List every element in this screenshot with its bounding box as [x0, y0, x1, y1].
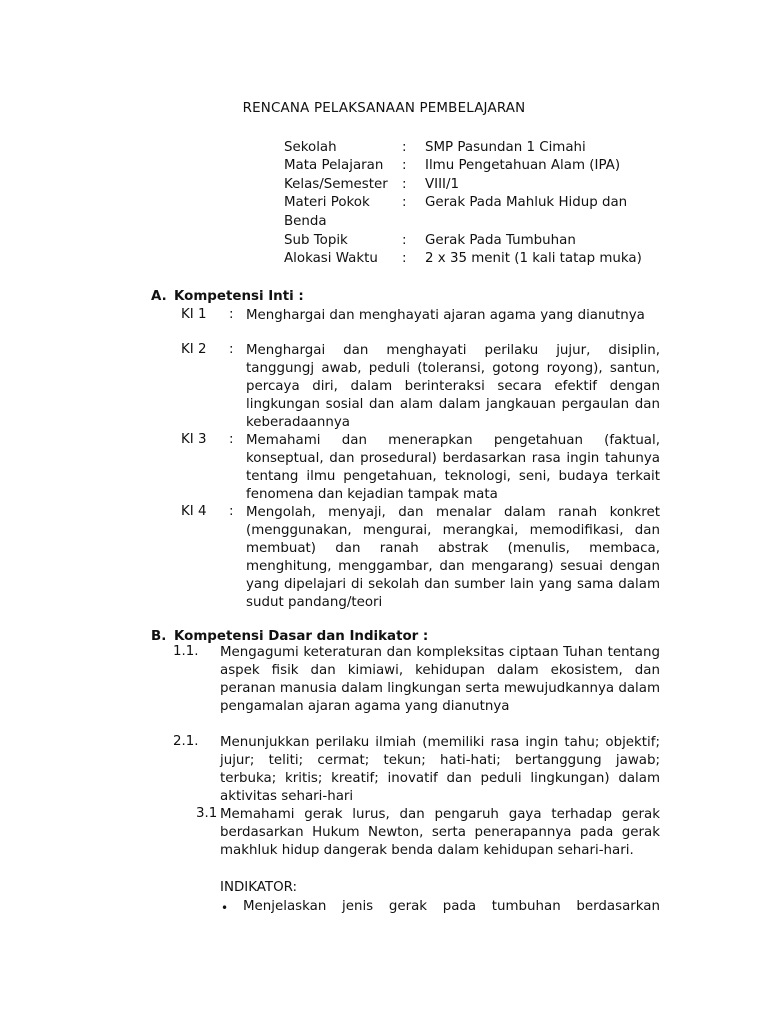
- identity-colon: :: [402, 177, 407, 192]
- kd-text: Mengagumi keteraturan dan kompleksitas ciptaan Tuhan tentang aspek fisik dan kimiawi, kehidupan dalam ekosistem, dan peranan manusia dalam lingkungan serta mewujudkannya dalam pengamalan ajaran agama yang dianutnya: [220, 645, 661, 714]
- identity-label-kelas-semester: Kelas/Semester: [284, 177, 388, 192]
- bullet-icon: •: [221, 901, 229, 915]
- ki-text: Menghargai dan menghayati perilaku jujur, disiplin, tanggungj awab, peduli (toleransi, gotong royong), santun, percaya diri, dalam berinteraksi secara efektif dengan lingkungan sosial dan alam dalam jangkauan pergaulan dan keberadaannya: [246, 343, 660, 430]
- ki-colon: :: [229, 342, 234, 357]
- identity-label-alokasi-waktu: Alokasi Waktu: [284, 251, 378, 266]
- ki-text: Menghargai dan menghayati ajaran agama yang dianutnya: [246, 308, 645, 323]
- identity-value-materi-pokok: Gerak Pada Mahluk Hidup dan: [425, 195, 628, 210]
- section-a-heading: [151, 289, 304, 304]
- ki-colon: :: [229, 432, 234, 447]
- kd-number: 2.1.: [173, 734, 199, 749]
- kd-text: Memahami gerak lurus, dan pengaruh gaya terhadap gerak berdasarkan Hukum Newton, serta penerapannya pada gerak makhluk hidup dangerak benda dalam kehidupan sehari-hari.: [220, 807, 660, 858]
- section-letter: B.: [151, 629, 167, 644]
- identity-value-sekolah: SMP Pasundan 1 Cimahi: [425, 140, 586, 155]
- identity-label-materi-pokok: Materi Pokok: [284, 195, 370, 210]
- identity-colon: :: [402, 158, 407, 173]
- section-title: Kompetensi Inti :: [174, 289, 304, 304]
- ki-text: Mengolah, menyaji, dan menalar dalam ranah konkret (menggunakan, mengurai, merangkai, memodifikasi, dan membuat) dan ranah abstrak (menulis, membaca, menghitung, menggambar, dan mengarang) sesuai dengan yang dipelajari di sekolah dan sumber lain yang sama dalam sudut pandang/teori: [246, 505, 660, 610]
- identity-value-mata-pelajaran: Ilmu Pengetahuan Alam (IPA): [425, 158, 621, 173]
- identity-label-materi-pokok-cont: Benda: [284, 214, 327, 229]
- kd-number: 3.1: [196, 806, 218, 821]
- ki-colon: :: [229, 307, 234, 322]
- identity-label-sub-topik: Sub Topik: [284, 233, 348, 248]
- section-letter: A.: [151, 289, 167, 304]
- identity-value-kelas-semester: VIII/1: [425, 177, 460, 192]
- identity-label-mata-pelajaran: Mata Pelajaran: [284, 158, 384, 173]
- indikator-label: INDIKATOR:: [220, 880, 298, 895]
- section-title: Kompetensi Dasar dan Indikator :: [174, 629, 429, 644]
- ki-code: KI 2: [181, 342, 207, 357]
- ki-code: KI 4: [181, 504, 207, 519]
- identity-colon: :: [402, 233, 407, 248]
- ki-text: Memahami dan menerapkan pengetahuan (faktual, konseptual, dan prosedural) berdasarkan rasa ingin tahunya tentang ilmu pengetahuan, teknologi, seni, budaya terkait fenomena dan kejadian tampak mata: [246, 433, 660, 502]
- indikator-text: Menjelaskan jenis gerak pada tumbuhan berdasarkan: [243, 899, 660, 914]
- ki-code: KI 3: [181, 432, 207, 447]
- identity-colon: :: [402, 251, 407, 266]
- section-b-heading: [151, 629, 428, 644]
- identity-colon: :: [402, 140, 407, 155]
- identity-value-sub-topik: Gerak Pada Tumbuhan: [425, 233, 576, 248]
- identity-label-sekolah: Sekolah: [284, 140, 337, 155]
- identity-value-alokasi-waktu: 2 x 35 menit (1 kali tatap muka): [425, 251, 642, 266]
- kd-text: Menunjukkan perilaku ilmiah (memiliki rasa ingin tahu; objektif; jujur; teliti; cermat; tekun; hati-hati; bertanggung jawab; terbuka; kritis; kreatif; inovatif dan peduli lingkungan) dalam aktivitas sehari-hari: [220, 735, 660, 804]
- ki-code: KI 1: [181, 307, 207, 322]
- page-title: RENCANA PELAKSANAAN PEMBELAJARAN: [242, 101, 526, 116]
- identity-colon: :: [402, 195, 407, 210]
- ki-colon: :: [229, 504, 234, 519]
- kd-number: 1.1.: [173, 644, 199, 659]
